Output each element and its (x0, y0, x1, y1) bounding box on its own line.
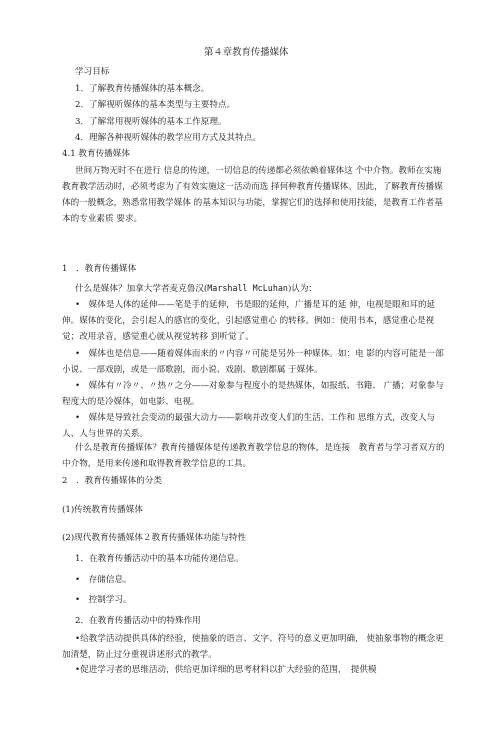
function-bullet: • 存储信息。 (75, 575, 132, 585)
objectives-heading: 学习目标 (75, 67, 110, 77)
classification-item: (2)现代教育传播媒体２教育传播媒体功能与特性 (62, 533, 247, 543)
objective-item: 3．了解常用视听媒体的基本工作原理。 (75, 117, 227, 127)
media-bullet: • 媒体是人体的延伸——笔是手的延伸，书是眼的延伸，广播是耳的延 伸，电视是眼和耳的延伸。媒体的变化，会引起人的感官的变化，引起感觉重心 的转移。例如：使用书本，感觉重心是视觉；改用录音，感觉重心就从视觉转移 到听觉了。 (62, 300, 436, 342)
mcluhan-name: Marshall McLuhan (207, 283, 288, 293)
special-role-bullet: •促进学习者的思维活动，供给更加详细的思考材料以扩大经验的范围， 提供模 (75, 665, 377, 675)
media-bullet: • 媒体是导致社会变动的最强大动力——影响并改变人们的生活、工作和 思维方式，改变人与人、人与世界的关系。 (62, 413, 436, 439)
mcluhan-intro-suffix: )认为： (287, 284, 318, 294)
classification-item: (1)传统教育传播媒体 (62, 505, 143, 515)
function-heading: 1．在教育传播活动中的基本功能传递信息。 (75, 554, 244, 564)
page-title: 第４章教育传播媒体 (204, 47, 289, 58)
mcluhan-intro (75, 283, 317, 295)
section-4-1-paragraph: 世间万物无时不在进行 信息的传递，一切信息的传递都必须依赖着媒体这 个中介物。教师在实施教育教学活动时，必须考虑为了有效实施这一活动而选 择何种教育传播媒体。因此，了解教育传播媒体的一般概念，熟悉常用教学媒体 的基本知识与功能，掌握它们的选择和使用技能，是教育工作者基本的专业素质 要求。 (62, 166, 443, 224)
media-bullet: • 媒体也是信息——随着媒体而来的〃内容〃可能是另外一种媒体。如：电 影的内容可能是一部小说、一部戏剧，或是一部歌剧，而小说、戏剧、歌剧都属 于媒体。 (62, 349, 444, 375)
objective-item: 4．理解各种视听媒体的教学应用方式及其特点。 (75, 133, 261, 143)
special-role-bullet: •给教学活动提供具体的经验，使抽象的语言、文字、符号的意义更加明确， 使抽象事物的概念更加清楚，防止过分重视讲述形式的教学。 (62, 634, 444, 660)
objective-item: 2．了解视听媒体的基本类型与主要特点。 (75, 100, 236, 110)
mcluhan-intro-prefix: 什么是媒体？加拿大学者麦克鲁汉( (75, 284, 208, 294)
objective-item: 1．了解教育传播媒体的基本概念。 (75, 84, 210, 94)
section-heading-2: 2 ．教育传播媒体的分类 (62, 476, 162, 486)
special-role-heading: 2．在教育传播活动中的特殊作用 (75, 616, 201, 626)
media-bullet: • 媒体有〃冷〃、〃热〃之分——对象参与程度小的是热媒体，如报纸、书籍、 广播；对象参与程度大的是冷媒体，如电影、电视。 (62, 381, 444, 407)
media-summary: 什么是教育传播媒体？教育传播媒体是传递教育教学信息的物体，是连接 教育者与学习者双方的中介物，是用来传递和取得教育教学信息的工具。 (62, 443, 445, 469)
section-heading-1: 1 ．教育传播媒体 (62, 264, 137, 274)
section-heading-4-1: 4.1 教育传播媒体 (62, 149, 130, 159)
function-bullet: • 控制学习。 (75, 595, 132, 605)
